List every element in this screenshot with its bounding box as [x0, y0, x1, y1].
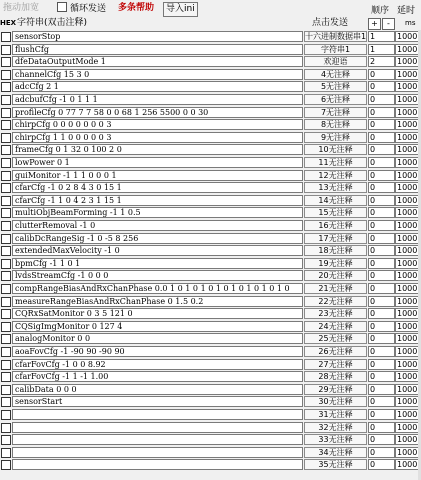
command-row — [0, 321, 421, 332]
command-row — [0, 258, 421, 269]
remove-row-button[interactable]: - — [382, 18, 395, 30]
send-button[interactable]: 8无注释 — [304, 119, 367, 130]
send-button[interactable]: 31无注释 — [304, 409, 367, 420]
send-button[interactable]: 22无注释 — [304, 296, 367, 307]
delay-input[interactable]: 1000 — [395, 459, 420, 470]
hex-checkbox[interactable] — [1, 221, 11, 231]
command-input[interactable]: flushCfg — [12, 44, 303, 55]
command-input[interactable]: calibDcRangeSig -1 0 -5 8 256 — [12, 233, 303, 244]
command-row — [0, 409, 421, 420]
hex-checkbox[interactable] — [1, 32, 11, 42]
send-button[interactable]: 33无注释 — [304, 434, 367, 445]
command-input[interactable]: cfarCfg -1 1 0 4 2 3 1 15 1 — [12, 195, 303, 206]
command-input[interactable]: chirpCfg 1 1 0 0 0 0 0 3 — [12, 132, 303, 143]
command-input[interactable]: sensorStop — [12, 31, 303, 42]
delay-input[interactable]: 1000 — [395, 447, 420, 458]
hex-checkbox[interactable] — [1, 57, 11, 67]
order-input[interactable]: 0 — [368, 459, 395, 470]
delay-input[interactable]: 1000 — [395, 195, 420, 206]
loop-send-label: 循环发送 — [70, 4, 107, 14]
send-column-header: 点击发送 — [312, 18, 349, 28]
command-row — [0, 170, 421, 181]
delay-input[interactable]: 1000 — [395, 333, 420, 344]
order-input[interactable]: 0 — [368, 220, 395, 231]
command-input[interactable]: sensorStart — [12, 396, 303, 407]
send-button[interactable]: 27无注释 — [304, 359, 367, 370]
command-input[interactable]: cfarFovCfg -1 0 0 8.92 — [12, 359, 303, 370]
command-row — [0, 233, 421, 244]
delay-input[interactable]: 1000 — [395, 69, 420, 80]
command-row — [0, 94, 421, 105]
command-input[interactable]: adcCfg 2 1 — [12, 81, 303, 92]
order-input[interactable]: 0 — [368, 258, 395, 269]
command-input[interactable]: clutterRemoval -1 0 — [12, 220, 303, 231]
hex-checkbox[interactable] — [1, 196, 11, 206]
command-row — [0, 346, 421, 357]
hex-checkbox[interactable] — [1, 70, 11, 80]
send-button[interactable]: 24无注释 — [304, 321, 367, 332]
order-input[interactable]: 0 — [368, 69, 395, 80]
send-button[interactable]: 18无注释 — [304, 245, 367, 256]
delay-input[interactable]: 1000 — [395, 296, 420, 307]
send-button[interactable]: 26无注释 — [304, 346, 367, 357]
toolbar — [0, 0, 421, 17]
hex-column-header: HEX — [0, 19, 17, 27]
command-row — [0, 220, 421, 231]
command-input[interactable]: channelCfg 15 3 0 — [12, 69, 303, 80]
hex-checkbox[interactable] — [1, 410, 11, 420]
hex-checkbox[interactable] — [1, 246, 11, 256]
hex-checkbox[interactable] — [1, 234, 11, 244]
order-input[interactable]: 0 — [368, 195, 395, 206]
hex-checkbox[interactable] — [1, 208, 11, 218]
command-input[interactable]: profileCfg 0 77 7 7 58 0 0 68 1 256 5500 0 0 30 — [12, 107, 303, 118]
command-row — [0, 44, 421, 55]
delay-input[interactable]: 1000 — [395, 144, 420, 155]
hex-checkbox[interactable] — [1, 334, 11, 344]
order-input[interactable]: 0 — [368, 94, 395, 105]
delay-input[interactable]: 1000 — [395, 371, 420, 382]
send-button[interactable]: 6无注释 — [304, 94, 367, 105]
send-button[interactable]: 12无注释 — [304, 170, 367, 181]
send-button[interactable]: 28无注释 — [304, 371, 367, 382]
send-button[interactable]: 14无注释 — [304, 195, 367, 206]
delay-input[interactable]: 1000 — [395, 56, 420, 67]
send-button[interactable]: 15无注释 — [304, 207, 367, 218]
order-input[interactable]: 0 — [368, 207, 395, 218]
send-button[interactable]: 21无注释 — [304, 283, 367, 294]
hex-checkbox[interactable] — [1, 448, 11, 458]
command-input[interactable] — [12, 409, 303, 420]
hex-checkbox[interactable] — [1, 322, 11, 332]
delay-input[interactable]: 1000 — [395, 434, 420, 445]
command-input[interactable] — [12, 447, 303, 458]
send-button[interactable]: 17无注释 — [304, 233, 367, 244]
delay-input[interactable]: 1000 — [395, 170, 420, 181]
command-row — [0, 333, 421, 344]
command-input[interactable]: multiObjBeamForming -1 1 0.5 — [12, 207, 303, 218]
order-input[interactable]: 0 — [368, 182, 395, 193]
command-input[interactable]: lvdsStreamCfg -1 0 0 0 — [12, 270, 303, 281]
send-button[interactable]: 23无注释 — [304, 308, 367, 319]
order-input[interactable]: 0 — [368, 132, 395, 143]
command-input[interactable]: bpmCfg -1 1 0 1 — [12, 258, 303, 269]
loop-send-check-icon — [57, 2, 67, 12]
command-input[interactable]: dfeDataOutputMode 1 — [12, 56, 303, 67]
delay-input[interactable]: 1000 — [395, 107, 420, 118]
order-input[interactable]: 0 — [368, 346, 395, 357]
order-input[interactable]: 1 — [368, 31, 395, 42]
order-input[interactable]: 0 — [368, 422, 395, 433]
command-row — [0, 422, 421, 433]
hex-checkbox[interactable] — [1, 423, 11, 433]
order-input[interactable]: 0 — [368, 170, 395, 181]
send-button[interactable]: 25无注释 — [304, 333, 367, 344]
command-input[interactable] — [12, 434, 303, 445]
hex-checkbox[interactable] — [1, 284, 11, 294]
order-input[interactable]: 0 — [368, 119, 395, 130]
ms-unit-label: ms — [405, 19, 416, 27]
send-button[interactable]: 29无注释 — [304, 384, 367, 395]
send-button[interactable]: 13无注释 — [304, 182, 367, 193]
hex-checkbox[interactable] — [1, 271, 11, 281]
delay-input[interactable]: 1000 — [395, 321, 420, 332]
command-row — [0, 396, 421, 407]
command-row — [0, 308, 421, 319]
command-row — [0, 119, 421, 130]
send-button[interactable]: 7无注释 — [304, 107, 367, 118]
hex-checkbox[interactable] — [1, 183, 11, 193]
delay-input[interactable]: 1000 — [395, 308, 420, 319]
order-input[interactable]: 0 — [368, 157, 395, 168]
hex-checkbox[interactable] — [1, 45, 11, 55]
hex-checkbox[interactable] — [1, 108, 11, 118]
command-row — [0, 459, 421, 470]
command-input[interactable]: adcbufCfg -1 0 1 1 1 — [12, 94, 303, 105]
send-button[interactable]: 4无注释 — [304, 69, 367, 80]
loop-send-checkbox[interactable] — [57, 2, 106, 15]
delay-input[interactable]: 1000 — [395, 422, 420, 433]
send-button[interactable]: 30无注释 — [304, 396, 367, 407]
command-input[interactable] — [12, 459, 303, 470]
hex-checkbox[interactable] — [1, 133, 11, 143]
command-row — [0, 56, 421, 67]
hex-checkbox[interactable] — [1, 309, 11, 319]
command-row — [0, 283, 421, 294]
order-input[interactable]: 2 — [368, 56, 395, 67]
command-row — [0, 207, 421, 218]
hex-checkbox[interactable] — [1, 347, 11, 357]
send-button[interactable]: 35无注释 — [304, 459, 367, 470]
hex-checkbox[interactable] — [1, 385, 11, 395]
delay-input[interactable]: 1000 — [395, 258, 420, 269]
send-button[interactable]: 9无注释 — [304, 132, 367, 143]
command-row — [0, 195, 421, 206]
delay-input[interactable]: 1000 — [395, 346, 420, 357]
send-button[interactable]: 十六进制数据串1 — [305, 32, 367, 41]
command-input[interactable]: cfarCfg -1 0 2 8 4 3 0 15 1 — [12, 182, 303, 193]
delay-input[interactable]: 1000 — [395, 132, 420, 143]
add-row-button[interactable]: + — [368, 18, 381, 30]
delay-input[interactable]: 1000 — [395, 44, 420, 55]
hex-checkbox[interactable] — [1, 297, 11, 307]
delay-input[interactable]: 1000 — [395, 220, 420, 231]
import-ini-button[interactable]: 导入ini — [163, 2, 198, 17]
hex-checkbox[interactable] — [1, 397, 11, 407]
delay-input[interactable]: 1000 — [395, 94, 420, 105]
order-input[interactable]: 0 — [368, 447, 395, 458]
hex-checkbox[interactable] — [1, 145, 11, 155]
delay-input[interactable]: 1000 — [395, 359, 420, 370]
delay-input[interactable]: 1000 — [395, 245, 420, 256]
command-input[interactable]: guiMonitor -1 1 1 0 0 0 1 — [12, 170, 303, 181]
command-input[interactable]: analogMonitor 0 0 — [12, 333, 303, 344]
send-button[interactable]: 20无注释 — [304, 270, 367, 281]
command-row — [0, 447, 421, 458]
send-button[interactable]: 34无注释 — [304, 447, 367, 458]
order-input[interactable]: 0 — [368, 233, 395, 244]
send-button[interactable]: 11无注释 — [304, 157, 367, 168]
delay-input[interactable]: 1000 — [395, 182, 420, 193]
command-input[interactable]: compRangeBiasAndRxChanPhase 0.0 1 0 1 0 1 0 1 0 1 0 1 0 1 0 1 0 — [12, 283, 303, 294]
command-row — [0, 245, 421, 256]
delay-input[interactable]: 1000 — [395, 409, 420, 420]
order-input[interactable]: 0 — [368, 81, 395, 92]
hex-checkbox[interactable] — [1, 95, 11, 105]
delay-input[interactable]: 1000 — [395, 396, 420, 407]
order-input[interactable]: 0 — [368, 409, 395, 420]
order-input[interactable]: 0 — [368, 270, 395, 281]
command-row — [0, 69, 421, 80]
hex-checkbox[interactable] — [1, 460, 11, 470]
command-row — [0, 270, 421, 281]
order-input[interactable]: 0 — [368, 308, 395, 319]
command-input[interactable]: calibData 0 0 0 — [12, 384, 303, 395]
delay-input[interactable]: 1000 — [395, 270, 420, 281]
hex-checkbox[interactable] — [1, 259, 11, 269]
send-button[interactable]: 19无注释 — [304, 258, 367, 269]
delay-column-header: 延时 — [397, 6, 416, 16]
command-input[interactable]: extendedMaxVelocity -1 0 — [12, 245, 303, 256]
command-row — [0, 81, 421, 92]
command-row — [0, 132, 421, 143]
command-input[interactable]: lowPower 0 1 — [12, 157, 303, 168]
order-input[interactable]: 0 — [368, 144, 395, 155]
delay-input[interactable]: 1000 — [395, 207, 420, 218]
order-input[interactable]: 0 — [368, 245, 395, 256]
command-input[interactable] — [12, 422, 303, 433]
command-row — [0, 384, 421, 395]
delay-input[interactable]: 1000 — [395, 119, 420, 130]
command-row — [0, 434, 421, 445]
hex-checkbox[interactable] — [1, 372, 11, 382]
send-button[interactable]: 16无注释 — [304, 220, 367, 231]
command-row — [0, 182, 421, 193]
delay-input[interactable]: 1000 — [395, 283, 420, 294]
command-row — [0, 371, 421, 382]
command-input[interactable]: chirpCfg 0 0 0 0 0 0 0 3 — [12, 119, 303, 130]
delay-input[interactable]: 1000 — [395, 384, 420, 395]
delay-input[interactable]: 1000 — [395, 233, 420, 244]
command-input[interactable]: cfarFovCfg -1 1 -1 1.00 — [12, 371, 303, 382]
command-row — [0, 107, 421, 118]
drag-widen-button[interactable]: 拖动加宽 — [3, 3, 40, 13]
command-row — [0, 144, 421, 155]
order-input[interactable]: 1 — [368, 44, 395, 55]
command-input[interactable]: frameCfg 0 1 32 0 100 2 0 — [12, 144, 303, 155]
delay-input[interactable]: 1000 — [395, 31, 420, 42]
command-row — [0, 359, 421, 370]
command-input[interactable]: CQRxSatMonitor 0 3 5 121 0 — [12, 308, 303, 319]
command-input[interactable]: measureRangeBiasAndRxChanPhase 0 1.5 0.2 — [12, 296, 303, 307]
send-button[interactable]: 10无注释 — [304, 144, 367, 155]
order-input[interactable]: 0 — [368, 371, 395, 382]
string-column-header: 字符串(双击注释) — [17, 18, 88, 28]
order-input[interactable]: 0 — [368, 333, 395, 344]
delay-input[interactable]: 1000 — [395, 157, 420, 168]
order-input[interactable]: 0 — [368, 434, 395, 445]
command-input[interactable]: CQSigImgMonitor 0 127 4 — [12, 321, 303, 332]
send-button[interactable]: 5无注释 — [304, 81, 367, 92]
command-row — [0, 31, 421, 42]
command-input[interactable]: aoaFovCfg -1 -90 90 -90 90 — [12, 346, 303, 357]
send-button[interactable]: 字符串1 — [304, 44, 367, 55]
hex-checkbox[interactable] — [1, 171, 11, 181]
hex-checkbox[interactable] — [1, 82, 11, 92]
send-button[interactable]: 32无注释 — [304, 422, 367, 433]
hex-checkbox[interactable] — [1, 360, 11, 370]
order-input[interactable]: 0 — [368, 283, 395, 294]
order-input[interactable]: 0 — [368, 359, 395, 370]
order-input[interactable]: 0 — [368, 321, 395, 332]
command-row — [0, 296, 421, 307]
multi-help-button[interactable]: 多条帮助 — [118, 3, 155, 13]
order-column-header: 顺序 — [371, 6, 390, 16]
order-input[interactable]: 0 — [368, 296, 395, 307]
hex-checkbox[interactable] — [1, 158, 11, 168]
send-button[interactable]: 欢迎语 — [304, 56, 367, 67]
delay-input[interactable]: 1000 — [395, 81, 420, 92]
hex-checkbox[interactable] — [1, 435, 11, 445]
command-row — [0, 157, 421, 168]
order-input[interactable]: 0 — [368, 384, 395, 395]
order-input[interactable]: 0 — [368, 396, 395, 407]
hex-checkbox[interactable] — [1, 120, 11, 130]
order-input[interactable]: 0 — [368, 107, 395, 118]
